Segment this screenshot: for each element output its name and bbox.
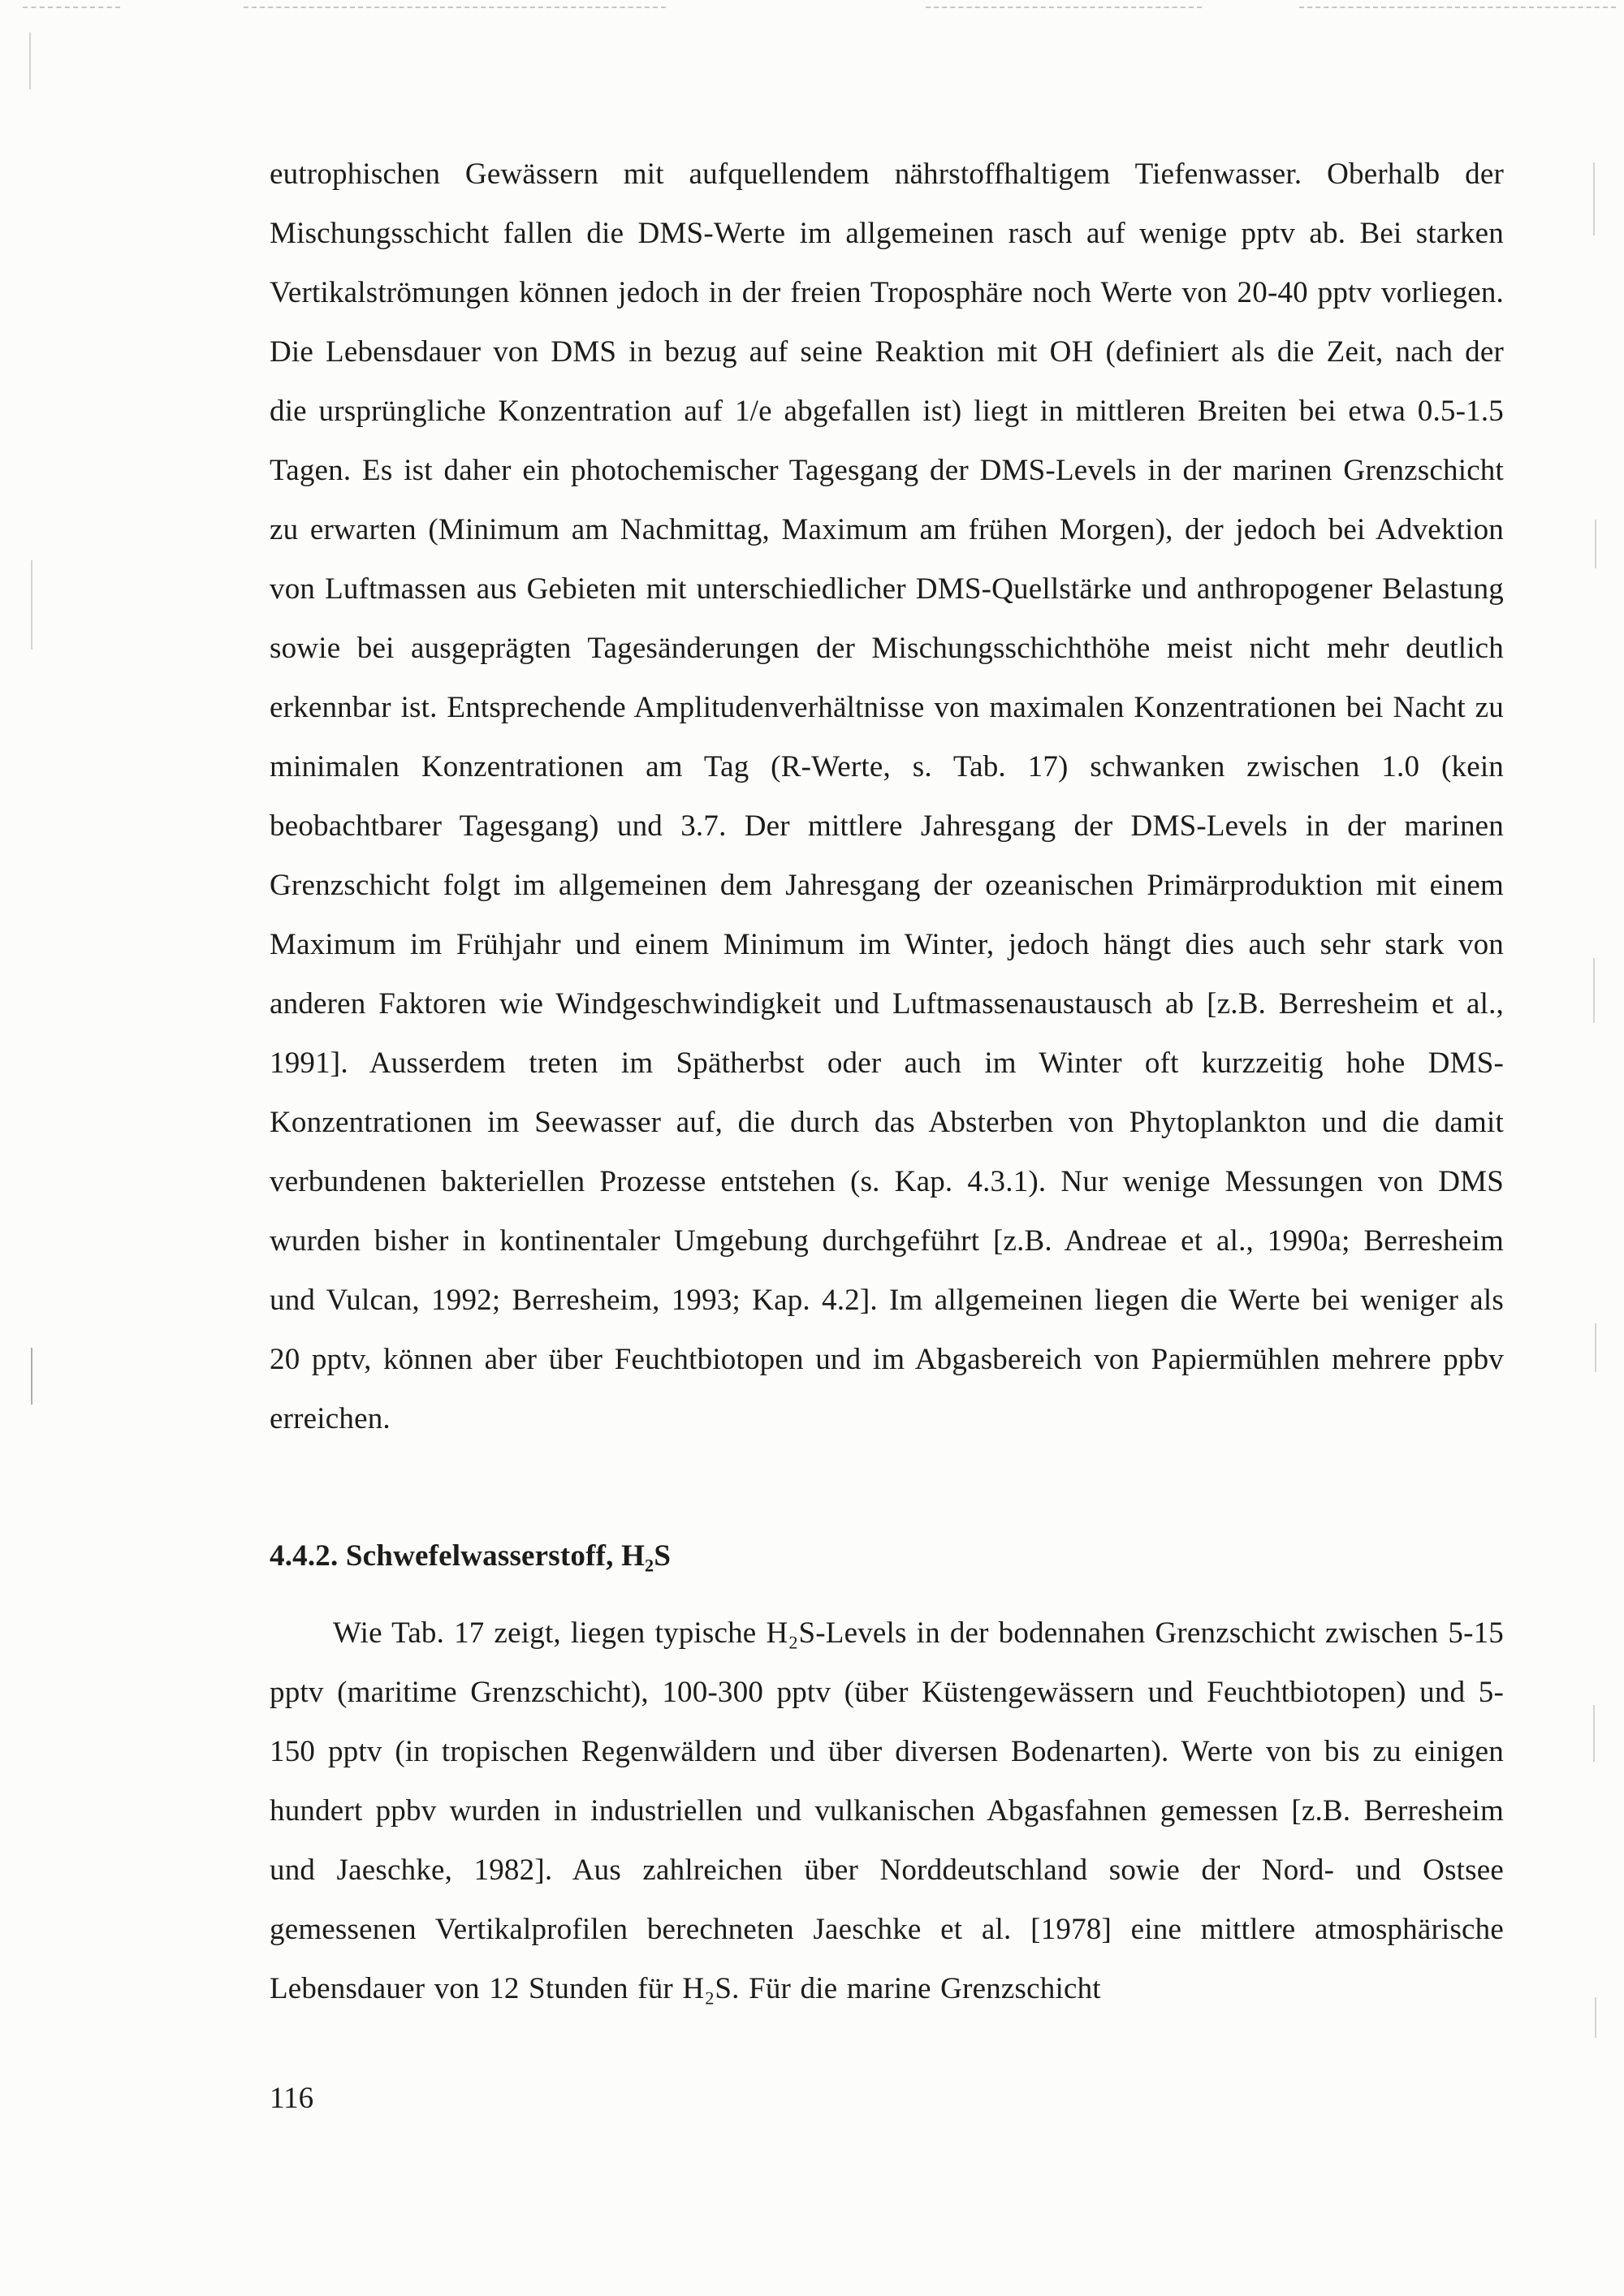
scan-artifact-top-dash-3 — [926, 6, 1202, 8]
scan-artifact-top-dash-1 — [23, 6, 120, 8]
scan-artifact-left-mark-3 — [31, 1348, 32, 1405]
scan-artifact-right-mark-6 — [1595, 1997, 1596, 2038]
paragraph-h2s: Wie Tab. 17 zeigt, liegen typische H₂S-Levels in der bodennahen Grenzschicht zwischen 5-15 pptv (maritime Grenzschicht), 100-300 pptv (über Küstengewässern und Feuchtbiotopen) und 5-150 pptv (in tropischen Regenwäldern und über diversen Bodenarten). Werte von bis zu einigen hundert ppbv wurden in industriellen und vulkanischen Abgasfahnen gemessen [z.B. Berresheim und Jaeschke, 1982]. Aus zahlreichen über Norddeutschland sowie der Nord- und Ostsee gemessenen Vertikalprofilen berechneten Jaeschke et al. [1978] eine mittlere atmosphärische Lebensdauer von 12 Stunden für H₂S. Für die marine Grenzschicht — [270, 1616, 1504, 2005]
text-block — [270, 145, 1504, 2018]
scan-artifact-right-mark-1 — [1593, 162, 1595, 235]
paragraph-dms-continuation: eutrophischen Gewässern mit aufquellendem nährstoffhaltigem Tiefenwasser. Oberhalb der Mischungsschicht fallen die DMS-Werte im allgemeinen rasch auf wenige pptv ab. Bei starken Vertikalströmungen können jedoch in der freien Troposphäre noch Werte von 20-40 pptv vorliegen. Die Lebensdauer von DMS in bezug auf seine Reaktion mit OH (definiert als die Zeit, nach der die ursprüngliche Konzentration auf 1/e abgefallen ist) liegt in mittleren Breiten bei etwa 0.5-1.5 Tagen. Es ist daher ein photochemischer Tagesgang der DMS-Levels in der marinen Grenzschicht zu erwarten (Minimum am Nachmittag, Maximum am frühen Morgen), der jedoch bei Advektion von Luftmassen aus Gebieten mit unterschiedlicher DMS-Quellstärke und anthropogener Belastung sowie bei ausgeprägten Tagesänderungen der Mischungsschichthöhe meist nicht mehr deutlich erkennbar ist. Entsprechende Amplitudenverhältnisse von maximalen Konzentrationen bei Nacht zu minimalen Konzentrationen am Tag (R-Werte, s. Tab. 17) schwanken zwischen 1.0 (kein beobachtbarer Tagesgang) und 3.7. Der mittlere Jahresgang der DMS-Levels in der marinen Grenzschicht folgt im allgemeinen dem Jahresgang der ozeanischen Primärproduktion mit einem Maximum im Frühjahr und einem Minimum im Winter, jedoch hängt dies auch sehr stark von anderen Faktoren wie Windgeschwindigkeit und Luftmassenaustausch ab [z.B. Berresheim et al., 1991]. Ausserdem treten im Spätherbst oder auch im Winter oft kurzzeitig hohe DMS-Konzentrationen im Seewasser auf, die durch das Absterben von Phytoplankton und die damit verbundenen bakteriellen Prozesse entstehen (s. Kap. 4.3.1). Nur wenige Messungen von DMS wurden bisher in kontinentaler Umgebung durchgeführt [z.B. Andreae et al., 1990a; Berresheim und Vulcan, 1992; Berresheim, 1993; Kap. 4.2]. Im allgemeinen liegen die Werte bei weniger als 20 pptv, können aber über Feuchtbiotopen und im Abgasbereich von Papiermühlen mehrere ppbv erreichen. — [270, 158, 1504, 1435]
scan-artifact-right-mark-3 — [1593, 958, 1595, 1023]
scan-artifact-left-mark-2 — [31, 560, 32, 650]
scan-artifact-right-mark-4 — [1595, 1323, 1596, 1372]
scan-artifact-top-dash-2 — [244, 6, 666, 8]
page-number: 116 — [270, 2082, 314, 2115]
section-heading: 4.4.2. Schwefelwasserstoff, H₂S — [270, 1539, 672, 1573]
scan-artifact-top-dash-4 — [1299, 6, 1616, 8]
scan-artifact-right-mark-5 — [1593, 1705, 1595, 1762]
scan-artifact-left-mark-1 — [29, 32, 31, 89]
scan-artifact-right-mark-2 — [1595, 520, 1596, 568]
